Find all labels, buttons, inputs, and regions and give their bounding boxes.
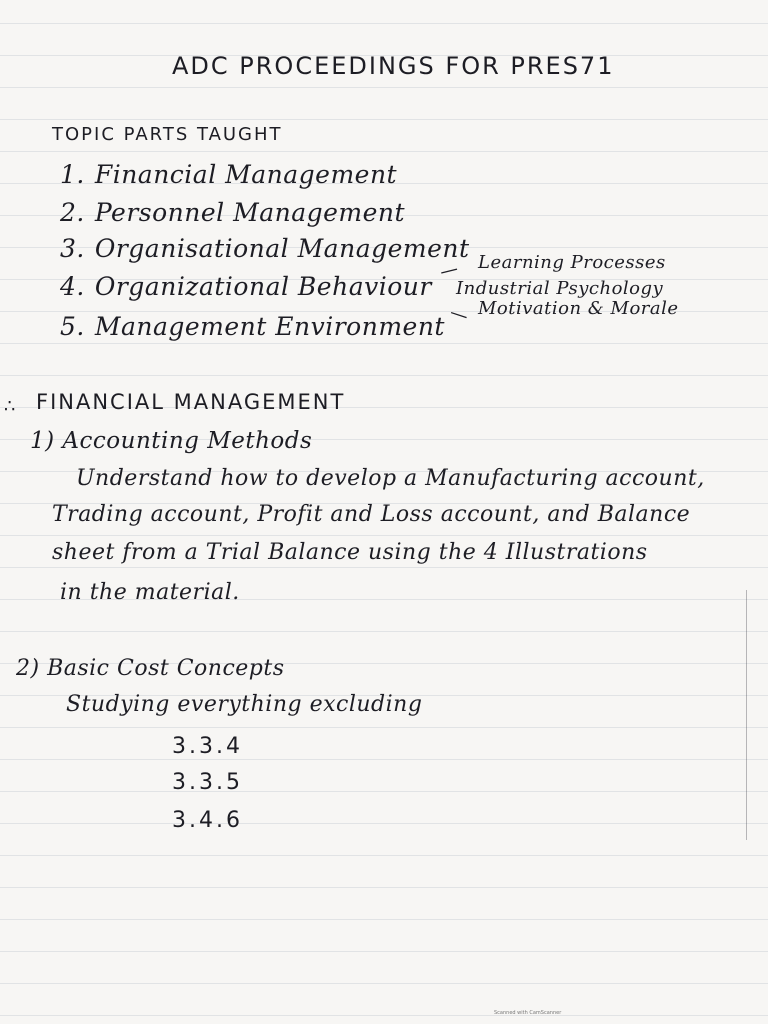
topic-number: 1. [60, 160, 85, 189]
margin-line [746, 590, 747, 840]
section-line: in the material. [60, 580, 240, 605]
excluded-section-number: 3.3.4 [172, 734, 243, 759]
excluded-section-number: 3.4.6 [172, 808, 243, 833]
topic-label: Organisational Management [94, 234, 470, 263]
topic-item [60, 198, 405, 227]
topic-number: 4. [60, 272, 85, 301]
topic-item [60, 234, 470, 263]
bullet-dots-icon: ∴ [4, 396, 16, 417]
topic-label: Financial Management [94, 160, 398, 189]
topic-item [60, 312, 445, 341]
excluded-section-number: 3.3.5 [172, 770, 243, 795]
page-title: ADC PROCEEDINGS FOR PRES71 [172, 52, 615, 80]
topic-item [60, 272, 432, 301]
topic-number: 5. [60, 312, 85, 341]
financial-management-heading: FINANCIAL MANAGEMENT [36, 390, 346, 414]
topic-label: Management Environment [94, 312, 445, 341]
behaviour-subtopic: Industrial Psychology [456, 278, 664, 299]
topic-number: 3. [60, 234, 85, 263]
section-line: sheet from a Trial Balance using the 4 Illustrations [52, 540, 648, 565]
topic-number: 2. [60, 198, 85, 227]
section-title: 1) Accounting Methods [30, 428, 313, 454]
topic-label: Personnel Management [94, 198, 406, 227]
scanner-watermark: Scanned with CamScanner [494, 1010, 562, 1016]
section-title: 2) Basic Cost Concepts [16, 656, 285, 681]
topics-heading: TOPIC PARTS TAUGHT [52, 124, 283, 145]
section-note: Studying everything excluding [66, 692, 423, 717]
branch-line-icon: — [437, 258, 461, 283]
topic-label: Organizational Behaviour [94, 272, 432, 301]
section-line: Understand how to develop a Manufacturing account, [76, 466, 705, 491]
section-line: Trading account, Profit and Loss account, and Balance [52, 502, 691, 527]
topic-item [60, 160, 397, 189]
branch-line-icon: — [447, 301, 471, 328]
behaviour-subtopic: Learning Processes [478, 252, 666, 273]
behaviour-subtopic: Motivation & Morale [478, 298, 679, 319]
